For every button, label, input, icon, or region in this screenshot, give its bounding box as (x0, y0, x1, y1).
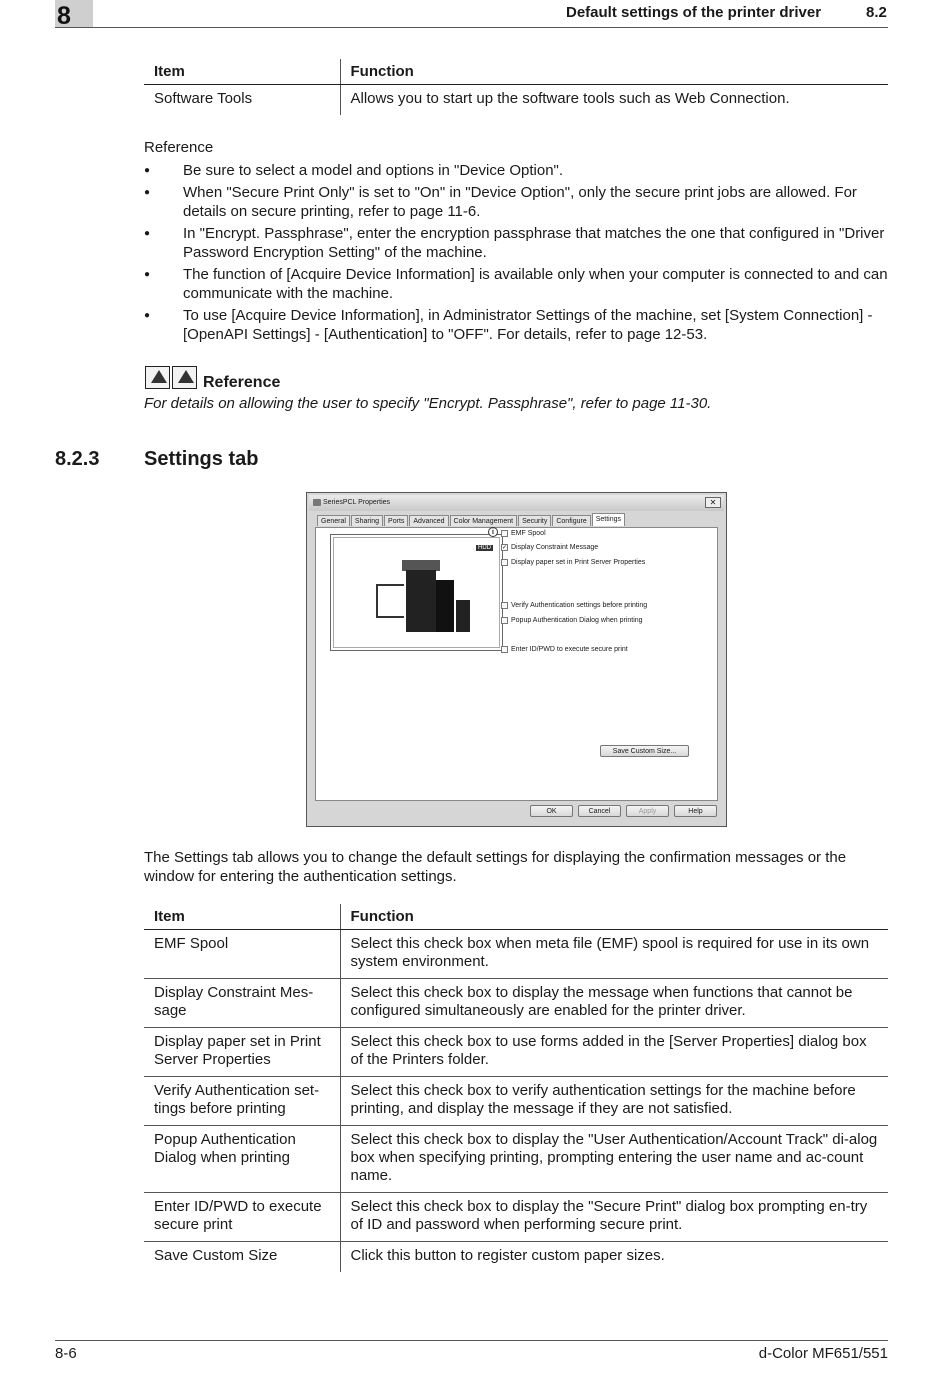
checkbox-popup-authentication[interactable]: Popup Authentication Dialog when printing (501, 617, 643, 624)
dialog-title: SeriesPCL Properties (323, 499, 391, 506)
model-name: d-Color MF651/551 (758, 1345, 888, 1362)
table-cell-item: Save Custom Size (144, 1242, 340, 1273)
device-preview (330, 534, 503, 651)
table-row (144, 1242, 888, 1273)
table-cell-item: Display paper set in Print Server Properties (144, 1028, 340, 1077)
checkbox-display-paper-set[interactable]: Display paper set in Print Server Properties (501, 559, 645, 566)
warning-triangle-icon (172, 366, 197, 389)
reference-bullet-list (144, 161, 889, 347)
chapter-number: 8 (57, 2, 71, 30)
tab-color-management[interactable]: Color Management (450, 515, 518, 526)
table-row (144, 979, 888, 1028)
close-icon[interactable]: ✕ (705, 497, 721, 508)
table-cell-item: Verify Authentication set-tings before printing (144, 1077, 340, 1126)
checkbox-box[interactable] (501, 559, 508, 566)
tab-general[interactable]: General (317, 515, 350, 526)
save-custom-size-button[interactable]: Save Custom Size... (600, 745, 689, 757)
reference-heading: Reference (144, 139, 214, 156)
table-cell-function: Select this check box to use forms added in the [Server Properties] dialog box of the Printers folder. (340, 1028, 888, 1077)
header-rule (55, 27, 888, 28)
tab-advanced[interactable]: Advanced (409, 515, 448, 526)
table-cell-function: Select this check box to display the "User Authentication/Account Track" di-alog box when specifying printing, prompting entering the user name and ac-count name. (340, 1126, 888, 1193)
table-header-row (144, 59, 888, 85)
section-title: Settings tab (144, 448, 259, 470)
footer-rule (55, 1340, 888, 1341)
table-row (144, 1126, 888, 1193)
dialog-title-bar (309, 495, 724, 511)
settings-tab-description: The Settings tab allows you to change the default settings for displaying the confirmation messages or the window for entering the authentication settings. (144, 849, 847, 885)
checkbox-box[interactable] (501, 646, 508, 653)
table-row (144, 1028, 888, 1077)
table-cell-function: Select this check box to display the "Secure Print" dialog box prompting en-try of ID and password when performing secure print. (340, 1193, 888, 1242)
hdd-badge: HDD (478, 545, 491, 551)
checkbox-enter-id-pwd[interactable]: Enter ID/PWD to execute secure print (501, 646, 628, 653)
info-icon: i (488, 527, 498, 537)
list-item: ● Be sure to select a model and options in "Device Option". (144, 161, 889, 180)
dialog-tabs (317, 515, 626, 526)
tab-security[interactable]: Security (518, 515, 551, 526)
column-header-function: Function (340, 59, 888, 85)
checkbox-display-constraint-message[interactable]: ✓ Display Constraint Message (502, 544, 599, 551)
header-title: Default settings of the printer driver (566, 4, 822, 21)
software-tools-table (144, 59, 888, 115)
settings-tab-table (144, 904, 888, 1272)
list-item: ● To use [Acquire Device Information], in Administrator Settings of the machine, set [System Connection] - [OpenAPI Settings] - [Authentication] to "OFF". For details, refer to page 12-53. (144, 306, 889, 344)
reference-note-text: For details on allowing the user to specify "Encrypt. Passphrase", refer to page 11-30. (144, 395, 712, 412)
section-number: 8.2.3 (55, 448, 100, 470)
printer-image (372, 560, 472, 638)
table-cell-item: Display Constraint Mes-sage (144, 979, 340, 1028)
table-cell-function: Select this check box to verify authentication settings for the machine before printing, and display the message if they are not satisfied. (340, 1077, 888, 1126)
header-section: 8.2 (866, 4, 887, 21)
column-header-function: Function (340, 904, 888, 930)
checkbox-box[interactable] (501, 530, 508, 537)
checkbox-box[interactable] (501, 617, 508, 624)
tab-sharing[interactable]: Sharing (351, 515, 383, 526)
table-cell-function: Select this check box to display the message when functions that cannot be configured simultaneously are enabled for the printer driver. (340, 979, 888, 1028)
list-item: ● The function of [Acquire Device Information] is available only when your computer is connected to and can communicate with the machine. (144, 265, 889, 303)
warning-triangle-icon (145, 366, 170, 389)
page-number: 8-6 (55, 1345, 77, 1362)
ok-button[interactable]: OK (530, 805, 573, 817)
list-item: ● In "Encrypt. Passphrase", enter the encryption passphrase that matches the one that configured in "Driver Password Encryption Setting" of the machine. (144, 224, 889, 262)
checkbox-box[interactable]: ✓ (502, 545, 508, 551)
list-item: ● When "Secure Print Only" is set to "On" in "Device Option", only the secure print jobs are allowed. For details on secure printing, refer to page 11-6. (144, 183, 889, 221)
tab-ports[interactable]: Ports (384, 515, 408, 526)
properties-dialog-screenshot (306, 492, 727, 827)
cancel-button[interactable]: Cancel (578, 805, 621, 817)
settings-panel (315, 527, 718, 801)
table-cell-function: Select this check box when meta file (EMF) spool is required for use in its own system environment. (340, 930, 888, 979)
help-button[interactable]: Help (674, 805, 717, 817)
table-cell-function: Allows you to start up the software tools such as Web Connection. (350, 90, 790, 107)
table-row (144, 1077, 888, 1126)
table-cell-item: EMF Spool (144, 930, 340, 979)
chapter-number-box (55, 0, 93, 28)
column-header-item: Item (144, 904, 340, 930)
table-cell-function: Click this button to register custom paper sizes. (350, 1247, 665, 1264)
checkbox-box[interactable] (501, 602, 508, 609)
table-cell-item: Enter ID/PWD to execute secure print (144, 1193, 340, 1242)
tab-settings[interactable]: Settings (592, 513, 625, 526)
tab-configure[interactable]: Configure (552, 515, 590, 526)
table-cell-item: Popup Authentication Dialog when printing (144, 1126, 340, 1193)
column-header-item: Item (144, 59, 340, 85)
reference-icon (145, 366, 197, 389)
checkbox-verify-authentication[interactable]: Verify Authentication settings before printing (501, 602, 647, 609)
checkbox-emf-spool[interactable]: EMF Spool (501, 530, 546, 537)
table-row (144, 930, 888, 979)
printer-icon (313, 499, 321, 506)
table-row (144, 85, 888, 116)
apply-button: Apply (626, 805, 669, 817)
table-row (144, 1193, 888, 1242)
table-cell-item: Software Tools (144, 85, 340, 116)
table-header-row (144, 904, 888, 930)
reference-note-title: Reference (203, 374, 281, 391)
